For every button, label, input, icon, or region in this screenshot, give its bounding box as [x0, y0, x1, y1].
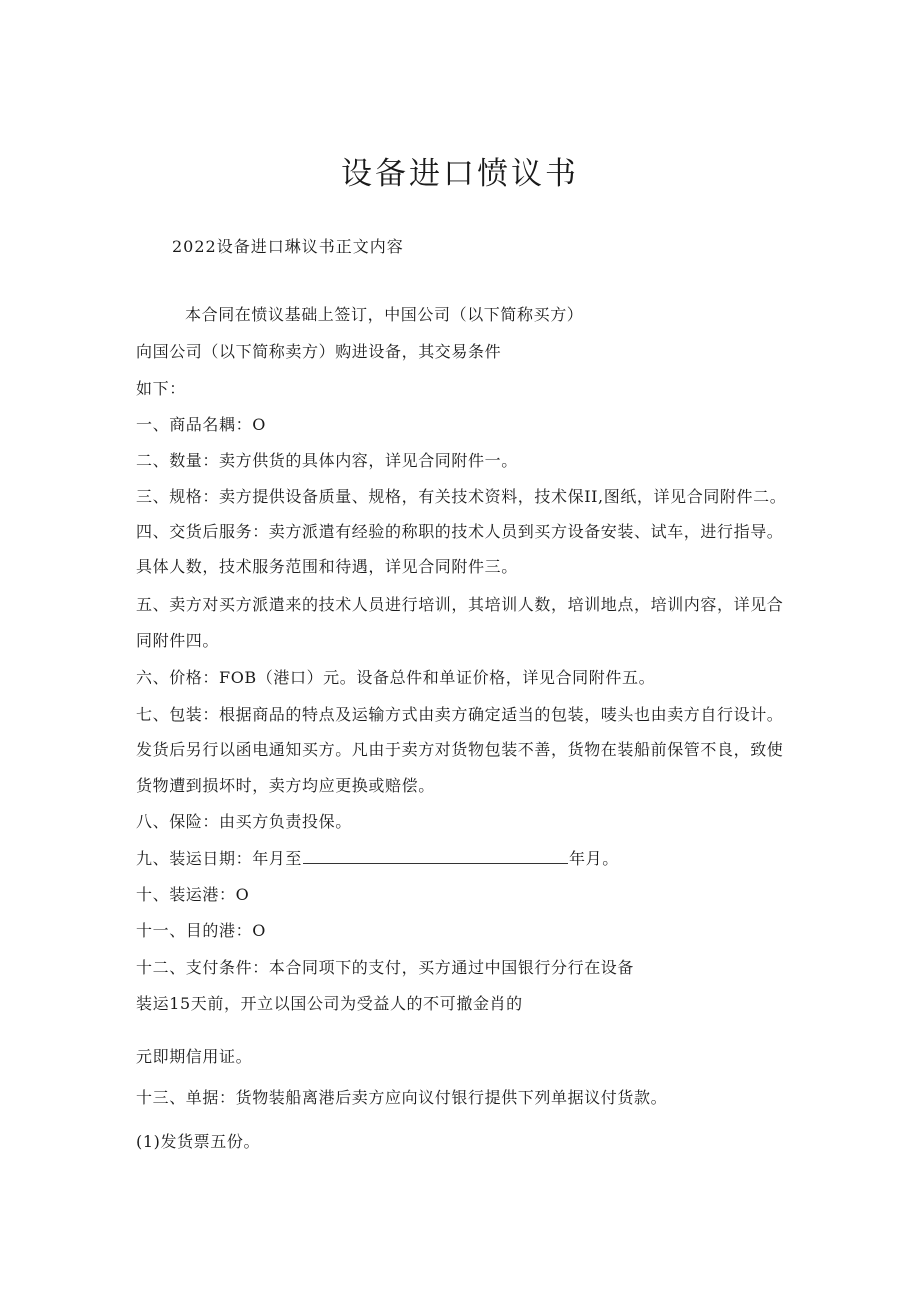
- clause-9-end: 年月。: [569, 849, 619, 868]
- clause-9: [136, 846, 619, 869]
- clause-13: 十三、单据：货物装船离港后卖方应向议付银行提供下列单据议付货款。: [136, 1088, 668, 1107]
- clause-2: 二、数量：卖方供货的具体内容，详见合同附件一。: [136, 451, 518, 470]
- clause-11: 十一、目的港：O: [136, 921, 266, 940]
- clause-4-line-1: 四、交货后服务：卖方派遣有经验的称职的技术人员到买方设备安装、试车，进行指导。: [136, 522, 784, 541]
- clause-8: 八、保险：由买方负责投保。: [136, 812, 352, 831]
- clause-12-line-3: 元即期信用证。: [136, 1047, 253, 1066]
- intro-line-1: 本合同在愤议基础上签订，中国公司（以下简称买方）: [185, 305, 584, 324]
- clause-12-line-2: 装运15天前，开立以国公司为受益人的不可撤金肖的: [136, 994, 523, 1013]
- intro-line-3: 如下：: [136, 379, 186, 398]
- date-blank-line: [303, 849, 568, 864]
- clause-5-line-1: 五、卖方对买方派遣来的技术人员进行培训，其培训人数，培训地点，培训内容，详见合: [136, 595, 784, 614]
- clause-4-line-2: 具体人数，技术服务范围和待遇，详见合同附件三。: [136, 557, 518, 576]
- clause-1: 一、商品名耦：O: [136, 415, 266, 434]
- intro-line-2: 向国公司（以下简称卖方）购进设备，其交易条件: [136, 342, 502, 361]
- clause-5-line-2: 同附件四。: [136, 631, 220, 650]
- document-subtitle: 2022设备进口琳议书正文内容: [172, 237, 404, 256]
- clause-7-line-3: 货物遭到损坏时，卖方均应更换或赔偿。: [136, 776, 435, 795]
- clause-6: 六、价格：FOB（港口）元。设备总件和单证价格，详见合同附件五。: [136, 668, 656, 687]
- clause-7-line-2: 发货后另行以函电通知买方。凡由于卖方对货物包装不善，货物在装船前保管不良，致使: [136, 740, 784, 759]
- clause-13-item-1: (1)发货票五份。: [136, 1132, 261, 1151]
- clause-7-line-1: 七、包装：根据商品的特点及运输方式由卖方确定适当的包装，唛头也由卖方自行设计。: [136, 705, 784, 724]
- clause-3: 三、规格：卖方提供设备质量、规格，有关技术资料，技术保II,图纸，详见合同附件二。: [136, 487, 787, 506]
- clause-9-start: 九、装运日期：年月至: [136, 849, 303, 868]
- document-title: 设备进口愤议书: [341, 156, 579, 192]
- clause-10: 十、装运港：O: [136, 885, 250, 904]
- clause-12-line-1: 十二、支付条件：本合同项下的支付，买方通过中国银行分行在设备: [136, 958, 635, 977]
